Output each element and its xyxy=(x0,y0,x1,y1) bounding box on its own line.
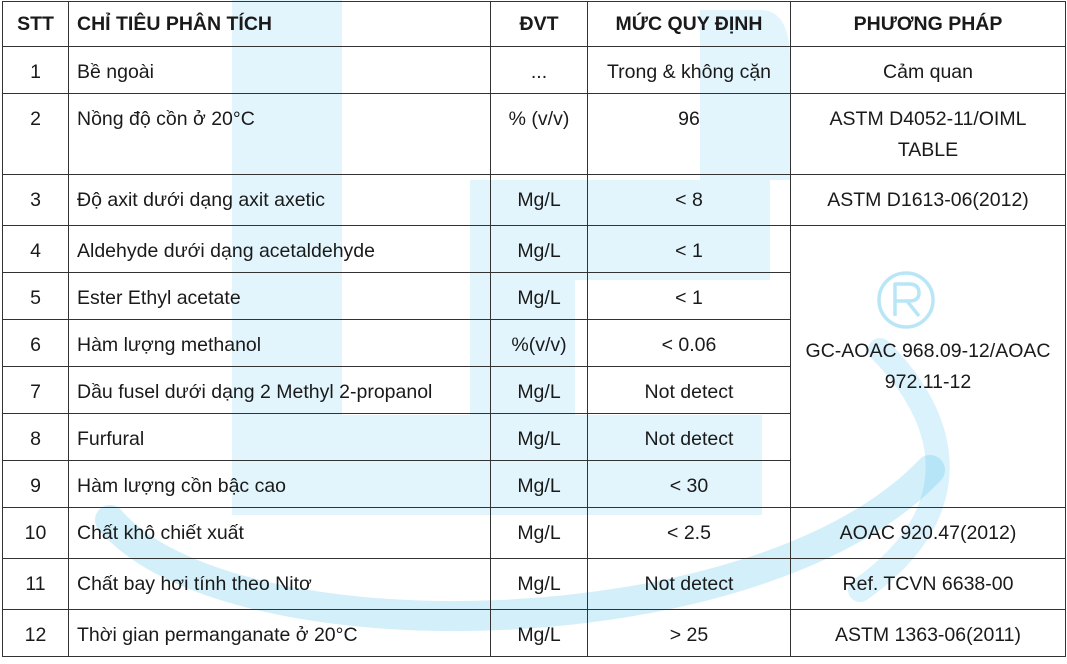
cell-unit: Mg/L xyxy=(491,559,588,610)
table-row xyxy=(3,559,1066,610)
table-row xyxy=(3,47,1066,94)
cell-level: 96 xyxy=(588,94,791,175)
cell-stt: 6 xyxy=(3,320,69,367)
cell-method: AOAC 920.47(2012) xyxy=(791,508,1066,559)
cell-level: < 30 xyxy=(588,461,791,508)
cell-stt: 3 xyxy=(3,175,69,226)
cell-stt: 10 xyxy=(3,508,69,559)
cell-unit: Mg/L xyxy=(491,273,588,320)
cell-indicator: Furfural xyxy=(69,414,491,461)
cell-level: Not detect xyxy=(588,559,791,610)
table-row xyxy=(3,175,1066,226)
cell-indicator: Ester Ethyl acetate xyxy=(69,273,491,320)
cell-unit: Mg/L xyxy=(491,461,588,508)
table-header-row xyxy=(3,2,1066,47)
cell-method: Ref. TCVN 6638-00 xyxy=(791,559,1066,610)
cell-stt: 11 xyxy=(3,559,69,610)
cell-indicator: Hàm lượng methanol xyxy=(69,320,491,367)
cell-stt: 8 xyxy=(3,414,69,461)
cell-method: Cảm quan xyxy=(791,47,1066,94)
cell-level: Not detect xyxy=(588,367,791,414)
cell-level: < 1 xyxy=(588,226,791,273)
cell-indicator: Nồng độ cồn ở 20°C xyxy=(69,94,491,175)
cell-indicator: Hàm lượng cồn bậc cao xyxy=(69,461,491,508)
header-stt: STT xyxy=(3,2,69,47)
header-level: MỨC QUY ĐỊNH xyxy=(588,2,791,47)
cell-level: Not detect xyxy=(588,414,791,461)
cell-level: < 1 xyxy=(588,273,791,320)
cell-level: > 25 xyxy=(588,610,791,657)
cell-unit: Mg/L xyxy=(491,508,588,559)
cell-stt: 4 xyxy=(3,226,69,273)
cell-method: ASTM 1363-06(2011) xyxy=(791,610,1066,657)
cell-indicator: Thời gian permanganate ở 20°C xyxy=(69,610,491,657)
cell-indicator: Chất khô chiết xuất xyxy=(69,508,491,559)
cell-indicator: Độ axit dưới dạng axit axetic xyxy=(69,175,491,226)
cell-level: < 0.06 xyxy=(588,320,791,367)
cell-indicator: Bề ngoài xyxy=(69,47,491,94)
cell-unit: %(v/v) xyxy=(491,320,588,367)
cell-stt: 9 xyxy=(3,461,69,508)
cell-stt: 12 xyxy=(3,610,69,657)
cell-method: ASTM D1613-06(2012) xyxy=(791,175,1066,226)
specification-table xyxy=(2,1,1066,657)
cell-unit: Mg/L xyxy=(491,367,588,414)
cell-unit: Mg/L xyxy=(491,610,588,657)
table-row xyxy=(3,226,1066,273)
cell-unit: Mg/L xyxy=(491,226,588,273)
table-row xyxy=(3,508,1066,559)
cell-level: < 2.5 xyxy=(588,508,791,559)
cell-unit: Mg/L xyxy=(491,175,588,226)
cell-stt: 7 xyxy=(3,367,69,414)
cell-method-merged: GC-AOAC 968.09-12/AOAC 972.11-12 xyxy=(791,226,1066,508)
cell-indicator: Chất bay hơi tính theo Nitơ xyxy=(69,559,491,610)
cell-unit: Mg/L xyxy=(491,414,588,461)
cell-level: < 8 xyxy=(588,175,791,226)
cell-unit: % (v/v) xyxy=(491,94,588,175)
header-method: PHƯƠNG PHÁP xyxy=(791,2,1066,47)
header-indicator: CHỈ TIÊU PHÂN TÍCH xyxy=(69,2,491,47)
table-row xyxy=(3,94,1066,175)
header-unit: ĐVT xyxy=(491,2,588,47)
cell-stt: 5 xyxy=(3,273,69,320)
cell-method: ASTM D4052-11/OIML TABLE xyxy=(791,94,1066,175)
cell-stt: 2 xyxy=(3,94,69,175)
cell-unit: ... xyxy=(491,47,588,94)
table-row xyxy=(3,610,1066,657)
cell-stt: 1 xyxy=(3,47,69,94)
cell-indicator: Aldehyde dưới dạng acetaldehyde xyxy=(69,226,491,273)
cell-level: Trong & không cặn xyxy=(588,47,791,94)
cell-indicator: Dầu fusel dưới dạng 2 Methyl 2-propanol xyxy=(69,367,491,414)
